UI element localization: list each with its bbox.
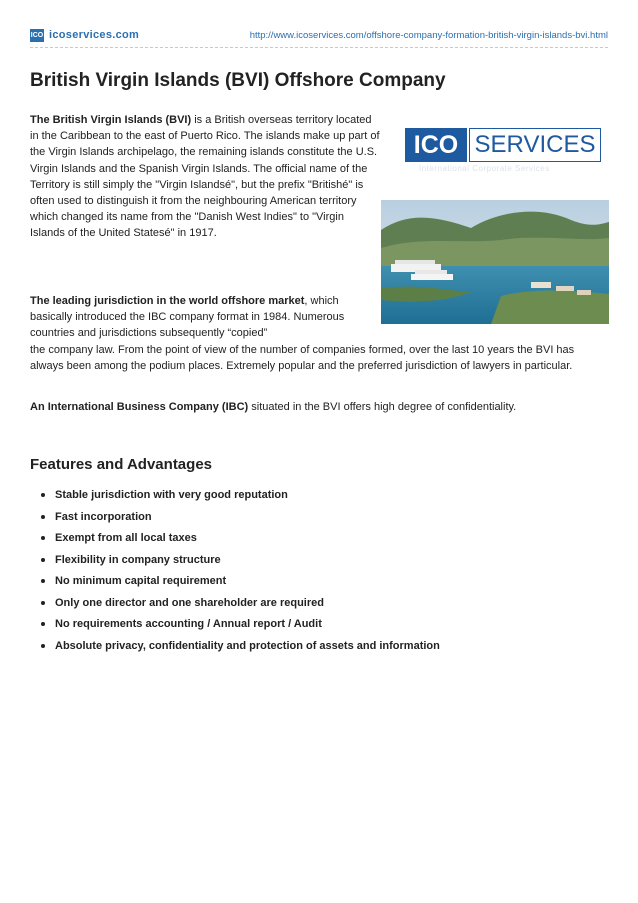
features-heading: Features and Advantages bbox=[30, 456, 212, 473]
list-item: No requirements accounting / Annual report / Audit bbox=[38, 615, 440, 637]
logo-services-block: SERVICES bbox=[469, 128, 601, 162]
bullet-icon bbox=[41, 579, 45, 583]
page-header bbox=[30, 28, 608, 46]
intro-paragraph bbox=[30, 112, 380, 242]
leading-line1: , which basically introduced the IBC company format in 1984. Numerous countries and jurisdictions subsequently “copied” bbox=[30, 295, 345, 340]
bullet-icon bbox=[41, 644, 45, 648]
bullet-icon bbox=[41, 558, 45, 562]
list-item: Stable jurisdiction with very good reputation bbox=[38, 486, 440, 508]
ibc-paragraph bbox=[30, 399, 608, 415]
ibc-bold: An International Business Company (IBC) bbox=[30, 401, 249, 413]
bullet-icon bbox=[41, 515, 45, 519]
intro-text: is a British overseas territory located in the Caribbean to the east of Puerto Rico. The islands make up part of the Virgin Islands archipelago, the remaining islands constitute the U.S. Virgin Islands and the Spanish Virgin Islands. The official name of the Territory is still simply the "Virgin Islandsé", but the prefix "Britishé" is often used to distinguish it from the neighbouring American territory which changed its name from the "Danish West Indies" to "Virgin Islands of the United Statesé" in 1917. bbox=[30, 114, 380, 240]
site-name[interactable]: icoservices.com bbox=[49, 29, 140, 41]
intro-bold: The British Virgin Islands (BVI) bbox=[30, 114, 192, 126]
logo-ico-block: ICO bbox=[405, 128, 467, 162]
leading-bold: The leading jurisdiction in the world offshore market bbox=[30, 295, 305, 307]
bullet-icon bbox=[41, 536, 45, 540]
list-item: Absolute privacy, confidentiality and protection of assets and information bbox=[38, 637, 440, 659]
list-item: Only one director and one shareholder are required bbox=[38, 594, 440, 616]
page-title: British Virgin Islands (BVI) Offshore Company bbox=[30, 70, 446, 91]
bullet-icon bbox=[41, 601, 45, 605]
bullet-icon bbox=[41, 493, 45, 497]
leading-rest: the company law. From the point of view of the number of companies formed, over the last 10 years the BVI has always been among the podium places. Extremely popular and the preferred jurisdiction of lawyers in particular. bbox=[30, 343, 575, 372]
list-item: Fast incorporation bbox=[38, 508, 440, 530]
bullet-icon bbox=[41, 622, 45, 626]
list-item: Exempt from all local taxes bbox=[38, 529, 440, 551]
leading-jurisdiction-paragraph bbox=[30, 293, 608, 374]
list-item: No minimum capital requirement bbox=[38, 572, 440, 594]
page-url-link[interactable]: http://www.icoservices.com/offshore-company-formation-british-virgin-islands-bvi.html bbox=[249, 30, 608, 41]
ico-services-logo bbox=[405, 128, 601, 173]
ibc-text: situated in the BVI offers high degree of confidentiality. bbox=[248, 401, 517, 413]
list-item: Flexibility in company structure bbox=[38, 551, 440, 573]
features-list bbox=[38, 486, 440, 658]
header-divider bbox=[30, 47, 608, 48]
logo-tagline: International Corporate Services bbox=[419, 164, 550, 173]
site-logo-icon: ICO bbox=[30, 29, 44, 42]
